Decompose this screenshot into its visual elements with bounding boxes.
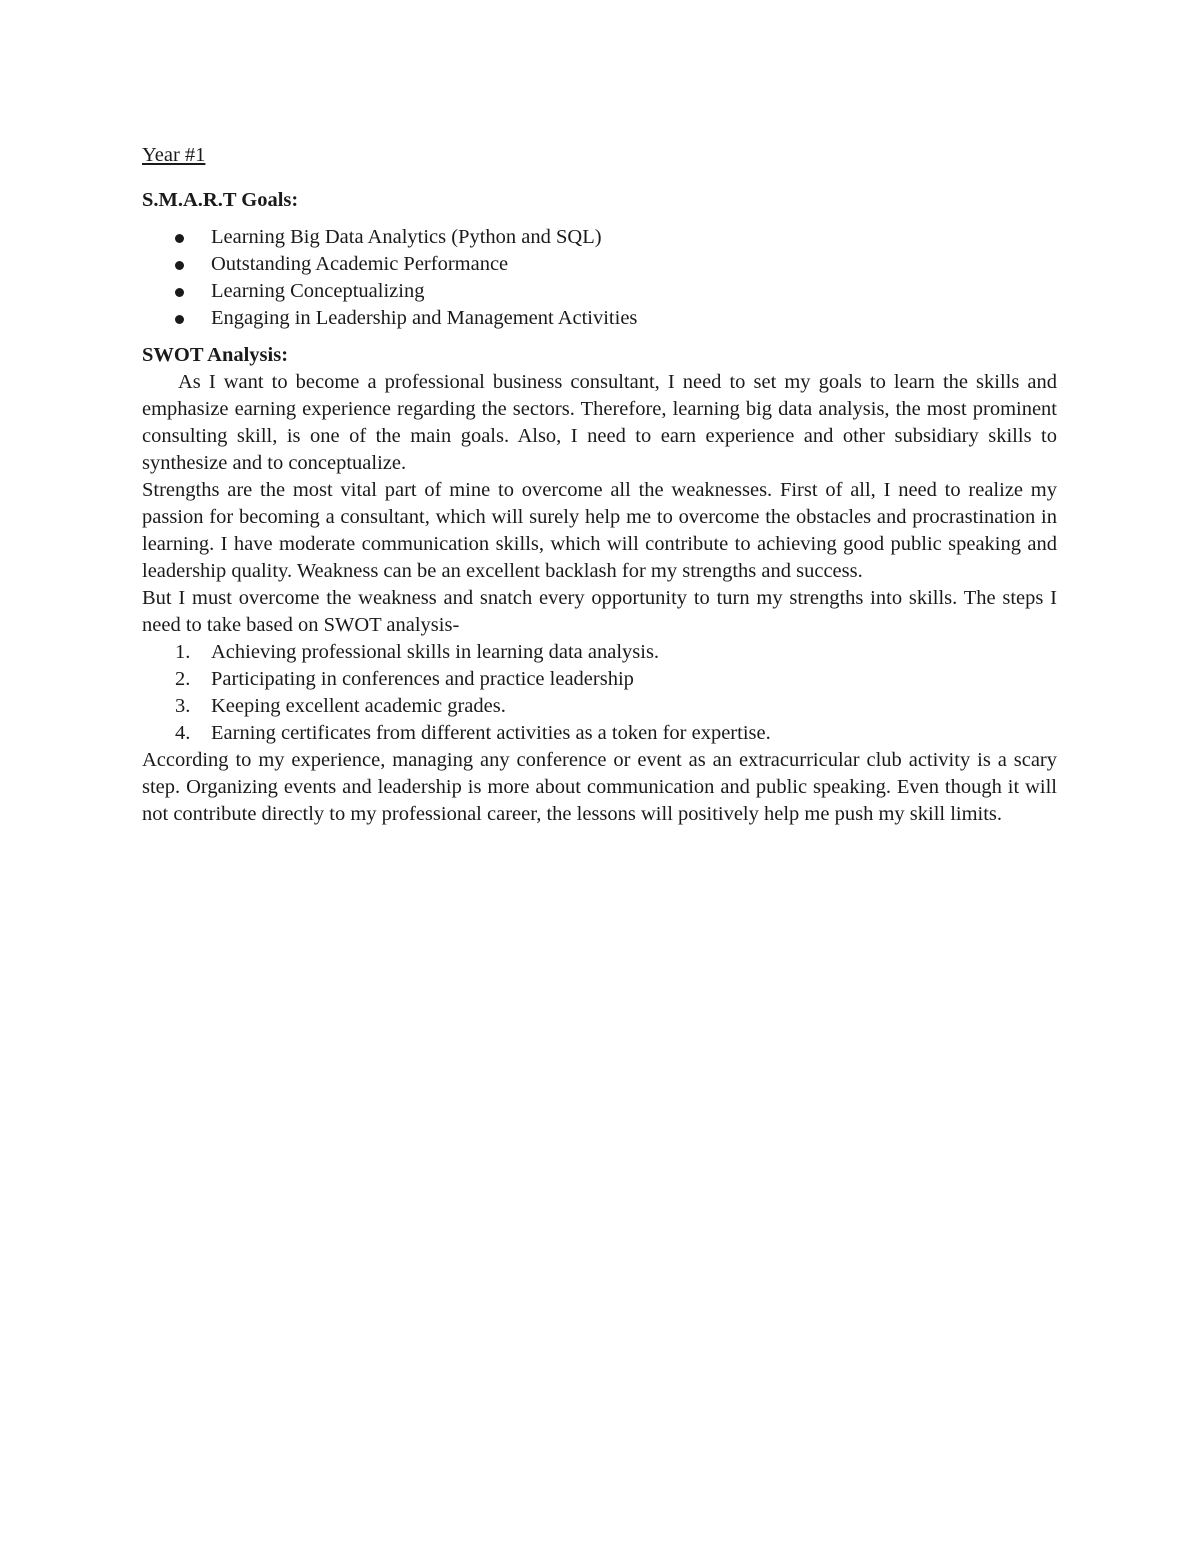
intro-paragraph: As I want to become a professional business consultant, I need to set my goals to learn the skills and emphasize earning experience regarding the sectors. Therefore, learning big data analysis, the most prominent consulting skill, is one of the main goals. Also, I need to earn experience and other subsidiary skills to synthesize and to conceptualize. [142,371,1057,474]
bullet-icon [175,288,184,297]
list-item [142,693,1057,720]
list-item [142,278,1057,305]
closing-paragraph: According to my experience, managing any conference or event as an extracurricular club activity is a scary step. Organizing events and leadership is more about communication and public speaking. Even though it will not contribute directly to my professional career, the lessons will positively help me push my skill limits. [142,749,1057,825]
step-number: 4. [175,722,191,744]
step-text: Achieving professional skills in learning data analysis. [211,641,660,663]
smart-goals-heading: S.M.A.R.T Goals: [142,189,299,211]
step-text: Earning certificates from different activities as a token for expertise. [211,722,771,744]
smart-goal-text: Engaging in Leadership and Management Activities [211,307,638,329]
list-item [142,305,1057,332]
bullet-icon [175,234,184,243]
bullet-icon [175,261,184,270]
list-item [142,251,1057,278]
smart-goal-text: Outstanding Academic Performance [211,253,509,275]
strengths-paragraph: Strengths are the most vital part of mine to overcome all the weaknesses. First of all, I need to realize my passion for becoming a consultant, which will surely help me to overcome the obstacles and procrastination in learning. I have moderate communication skills, which will contribute to achieving good public speaking and leadership quality. Weakness can be an excellent backlash for my strengths and success. [142,479,1057,582]
smart-goal-text: Learning Big Data Analytics (Python and SQL) [211,226,602,248]
step-text: Participating in conferences and practice leadership [211,668,634,690]
list-item [142,224,1057,251]
list-item [142,666,1057,693]
list-item [142,720,1057,747]
smart-goals-list [142,224,1057,332]
list-item [142,639,1057,666]
document-page [142,142,1057,828]
step-number: 1. [175,641,191,663]
year-heading: Year #1 [142,144,206,166]
smart-goal-text: Learning Conceptualizing [211,280,425,302]
opportunity-paragraph: But I must overcome the weakness and snatch every opportunity to turn my strengths into skills. The steps I need to take based on SWOT analysis- [142,587,1057,636]
steps-list [142,639,1057,747]
swot-analysis-heading: SWOT Analysis: [142,344,289,366]
step-number: 2. [175,668,191,690]
bullet-icon [175,315,184,324]
step-number: 3. [175,695,191,717]
step-text: Keeping excellent academic grades. [211,695,506,717]
